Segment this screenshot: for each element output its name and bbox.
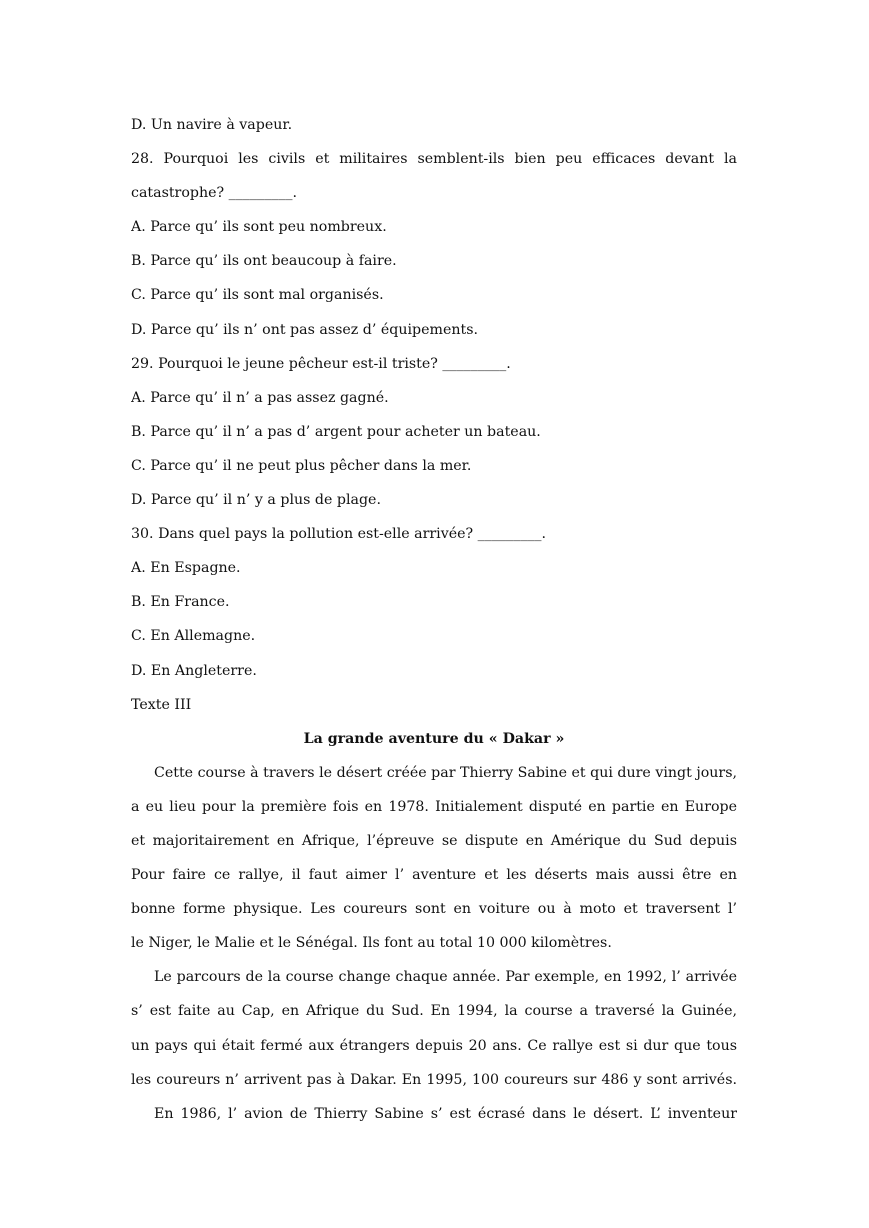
para3-line: En 1986, l’ avion de Thierry Sabine s’ est écrasé dans le désert. L’ inventeur <box>154 1105 737 1122</box>
q28-option-d: D. Parce qu’ ils n’ ont pas assez d’ équipements. <box>131 321 478 338</box>
para2-line: Le parcours de la course change chaque année. Par exemple, en 1992, l’ arrivée <box>154 969 737 986</box>
para2-line: s’ est faite au Cap, en Afrique du Sud. En 1994, la course a traversé la Guinée, <box>131 1003 737 1020</box>
q30-option-b: B. En France. <box>131 594 230 611</box>
q30-option-a: A. En Espagne. <box>131 560 241 577</box>
para1-line: a eu lieu pour la première fois en 1978. Initialement disputé en partie en Europe <box>131 798 737 815</box>
q29-option-b: B. Parce qu’ il n’ a pas d’ argent pour acheter un bateau. <box>131 423 541 440</box>
q30-question: 30. Dans quel pays la pollution est-elle arrivée? _________. <box>131 526 546 543</box>
q30-option-d: D. En Angleterre. <box>131 662 257 679</box>
reading-title: La grande aventure du « Dakar » <box>303 730 565 747</box>
para2-line: les coureurs n’ arrivent pas à Dakar. En 1995, 100 coureurs sur 486 y sont arrivés. <box>131 1071 737 1088</box>
q27-option-d: D. Un navire à vapeur. <box>131 117 293 133</box>
q29-option-c: C. Parce qu’ il ne peut plus pêcher dans la mer. <box>131 457 472 474</box>
q29-option-a: A. Parce qu’ il n’ a pas assez gagné. <box>131 389 389 406</box>
para1-line: Cette course à travers le désert créée par Thierry Sabine et qui dure vingt jours, <box>154 764 737 781</box>
q30-option-c: C. En Allemagne. <box>131 628 256 645</box>
q28-question-line1: 28. Pourquoi les civils et militaires semblent-ils bien peu efficaces devant la <box>131 151 737 168</box>
q29-option-d: D. Parce qu’ il n’ y a plus de plage. <box>131 492 381 509</box>
para1-line: le Niger, le Malie et le Sénégal. Ils font au total 10 000 kilomètres. <box>131 935 612 952</box>
para1-line: bonne forme physique. Les coureurs sont en voiture ou à moto et traversent l’ <box>131 901 737 918</box>
q28-question-line2: catastrophe? _________. <box>131 185 297 202</box>
para1-line: Pour faire ce rallye, il faut aimer l’ aventure et les déserts mais aussi être en <box>131 867 737 884</box>
q29-question: 29. Pourquoi le jeune pêcheur est-il triste? _________. <box>131 355 511 372</box>
texte-label: Texte III <box>131 696 192 713</box>
q28-option-a: A. Parce qu’ ils sont peu nombreux. <box>131 219 387 236</box>
document-page <box>131 108 737 1131</box>
q28-option-c: C. Parce qu’ ils sont mal organisés. <box>131 287 384 304</box>
para2-line: un pays qui était fermé aux étrangers depuis 20 ans. Ce rallye est si dur que tous <box>131 1037 737 1054</box>
para1-line: et majoritairement en Afrique, l’épreuve se dispute en Amérique du Sud depuis <box>131 832 737 849</box>
q28-option-b: B. Parce qu’ ils ont beaucoup à faire. <box>131 253 397 270</box>
